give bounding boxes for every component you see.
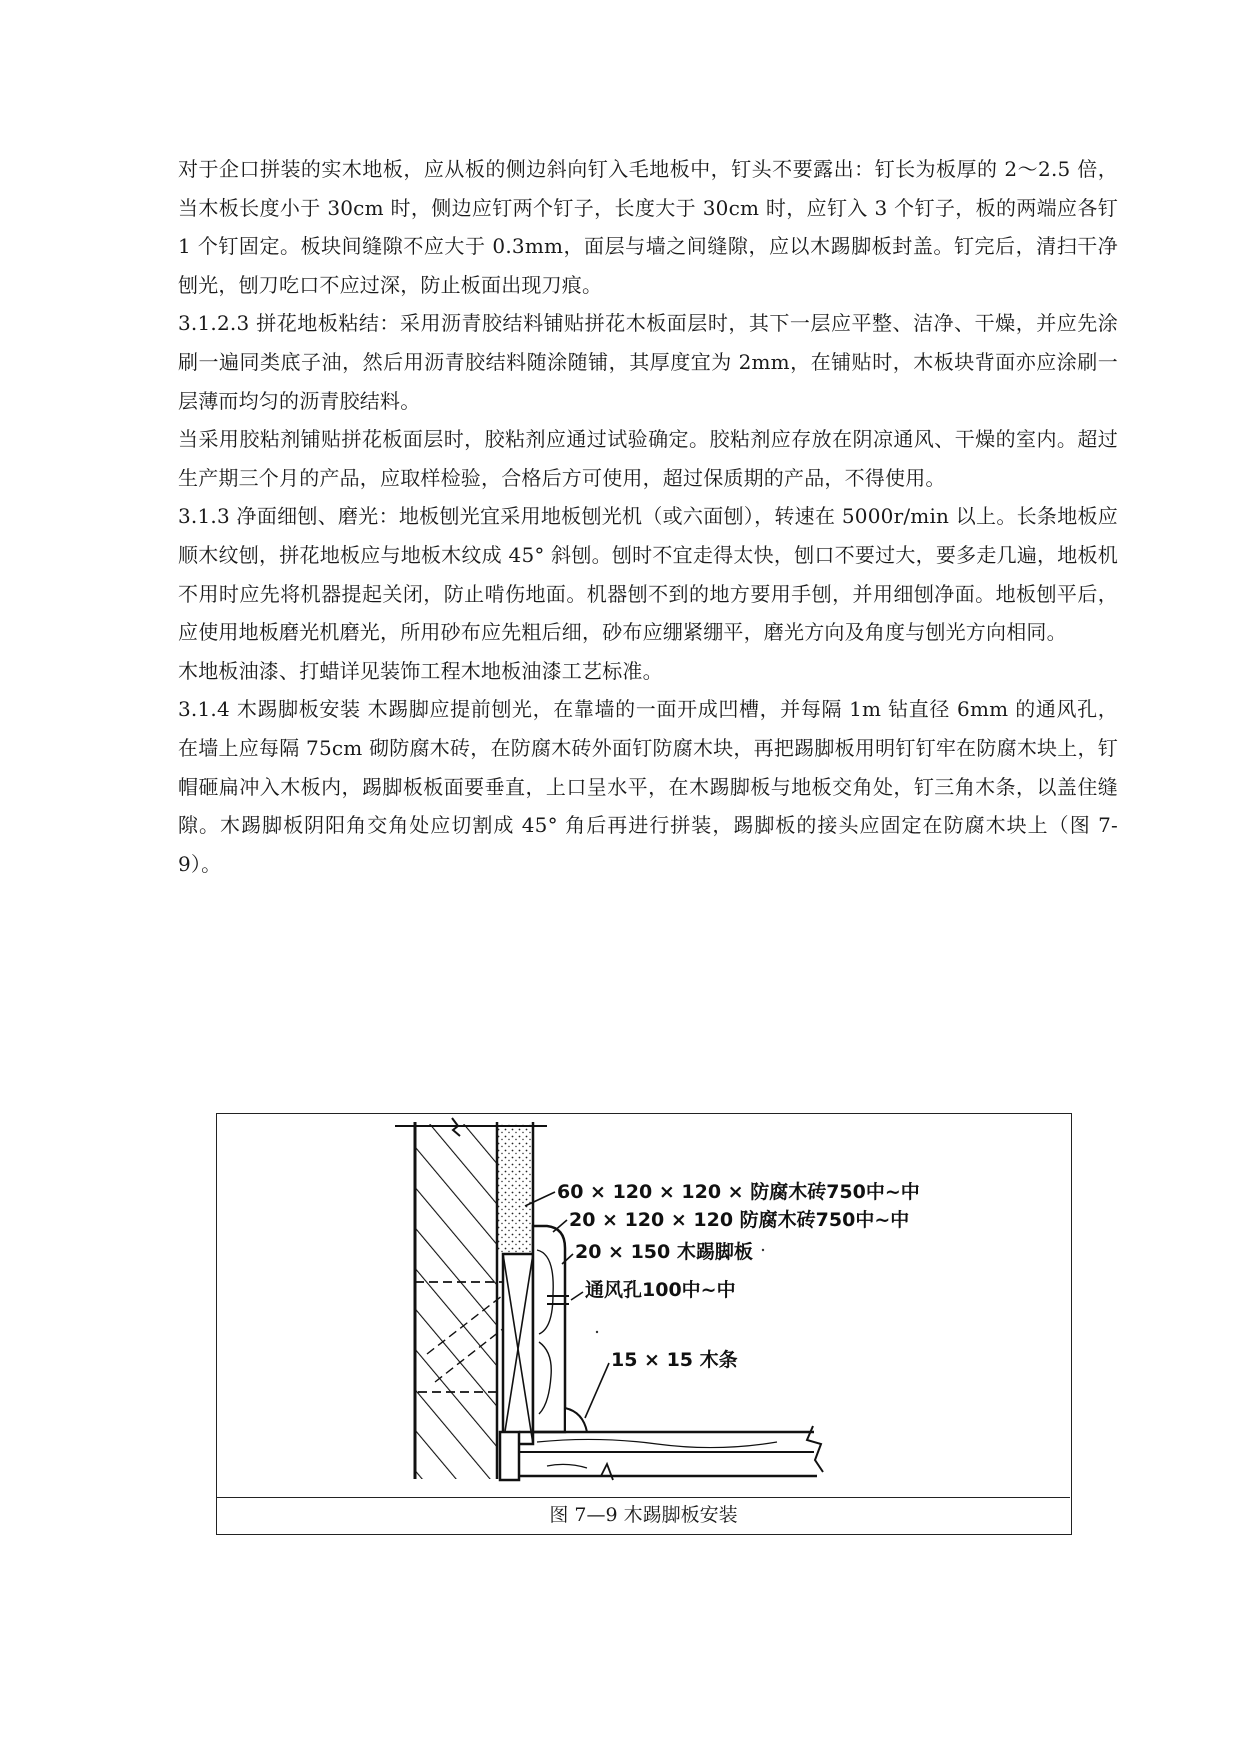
paragraph-parquet-bonding: 3.1.2.3 拼花地板粘结：采用沥青胶结料铺贴拼花木板面层时，其下一层应平整、洁净、干燥，并应先涂刷一遍同类底子油，然后用沥青胶结料随涂随铺，其厚度宜为 2mm，在铺贴时，木板块背面亦应涂刷一层薄而均匀的沥青胶结料。: [178, 311, 1118, 413]
figure-caption: 图 7—9 木踢脚板安装: [217, 1497, 1070, 1533]
paragraph-adhesive: 当采用胶粘剂铺贴拼花板面层时，胶粘剂应通过试验确定。胶粘剂应存放在阴凉通风、干燥的室内。超过生产期三个月的产品，应取样检验，合格后方可使用，超过保质期的产品，不得使用。: [178, 427, 1118, 490]
label-skirting: 20 × 150 木踢脚板: [575, 1241, 753, 1263]
speck-mark: [762, 1249, 764, 1251]
skirting-section-drawing: [217, 1114, 1070, 1497]
label-brick: 60 × 120 × 120 × 防腐木砖750中~中: [557, 1181, 920, 1203]
paragraph-nailing: 对于企口拼装的实木地板，应从板的侧边斜向钉入毛地板中，钉头不要露出：钉长为板厚的 2～2.5 倍，当木板长度小于 30cm 时，侧边应钉两个钉子，长度大于 30cm 时，应钉入 3 个钉子，板的两端应各钉 1 个钉固定。板块间缝隙不应大于 0.3mm，面层与墙之间缝隙，应以木踢脚板封盖。钉完后，清扫干净刨光，刨刀吃口不应过深，防止板面出现刀痕。: [178, 157, 1118, 297]
paragraph-skirting-install: 3.1.4 木踢脚板安装 木踢脚应提前刨光，在靠墙的一面开成凹槽，并每隔 1m 钻直径 6mm 的通风孔，在墙上应每隔 75cm 砌防腐木砖，在防腐木砖外面钉防腐木块，再把踢脚板用明钉钉牢在防腐木块上，钉帽砸扁冲入木板内，踢脚板板面要垂直，上口呈水平，在木踢脚板与地板交角处，钉三角木条，以盖住缝隙。木踢脚板阴阳角交角处应切割成 45° 角后再进行拼装，踢脚板的接头应固定在防腐木块上（图 7-9）。: [178, 697, 1118, 876]
label-block: 20 × 120 × 120 防腐木砖750中~中: [569, 1209, 910, 1231]
paragraph-planing-sanding: 3.1.3 净面细刨、磨光：地板刨光宜采用地板刨光机（或六面刨），转速在 5000r/min 以上。长条地板应顺木纹刨，拼花地板应与地板木纹成 45° 斜刨。刨时不宜走得太快，刨口不要过大，要多走几遍，地板机不用时应先将机器提起关闭，防止啃伤地面。机器刨不到的地方要用手刨，并用细刨净面。地板刨平后，应使用地板磨光机磨光，所用砂布应先粗后细，砂布应绷紧绷平，磨光方向及角度与刨光方向相同。: [178, 504, 1118, 645]
speck-mark: [596, 1331, 598, 1333]
body-text: [178, 150, 1118, 883]
label-strip: 15 × 15 木条: [611, 1349, 738, 1371]
floor-boards: [500, 1426, 823, 1480]
paragraph-finishing: 木地板油漆、打蜡详见装饰工程木地板油漆工艺标准。: [178, 658, 663, 683]
triangle-strip: [565, 1408, 587, 1432]
label-vent: 通风孔100中~中: [585, 1279, 736, 1301]
wood-block: [503, 1254, 533, 1444]
skirting-board: [533, 1226, 569, 1432]
figure-frame: [216, 1113, 1072, 1535]
